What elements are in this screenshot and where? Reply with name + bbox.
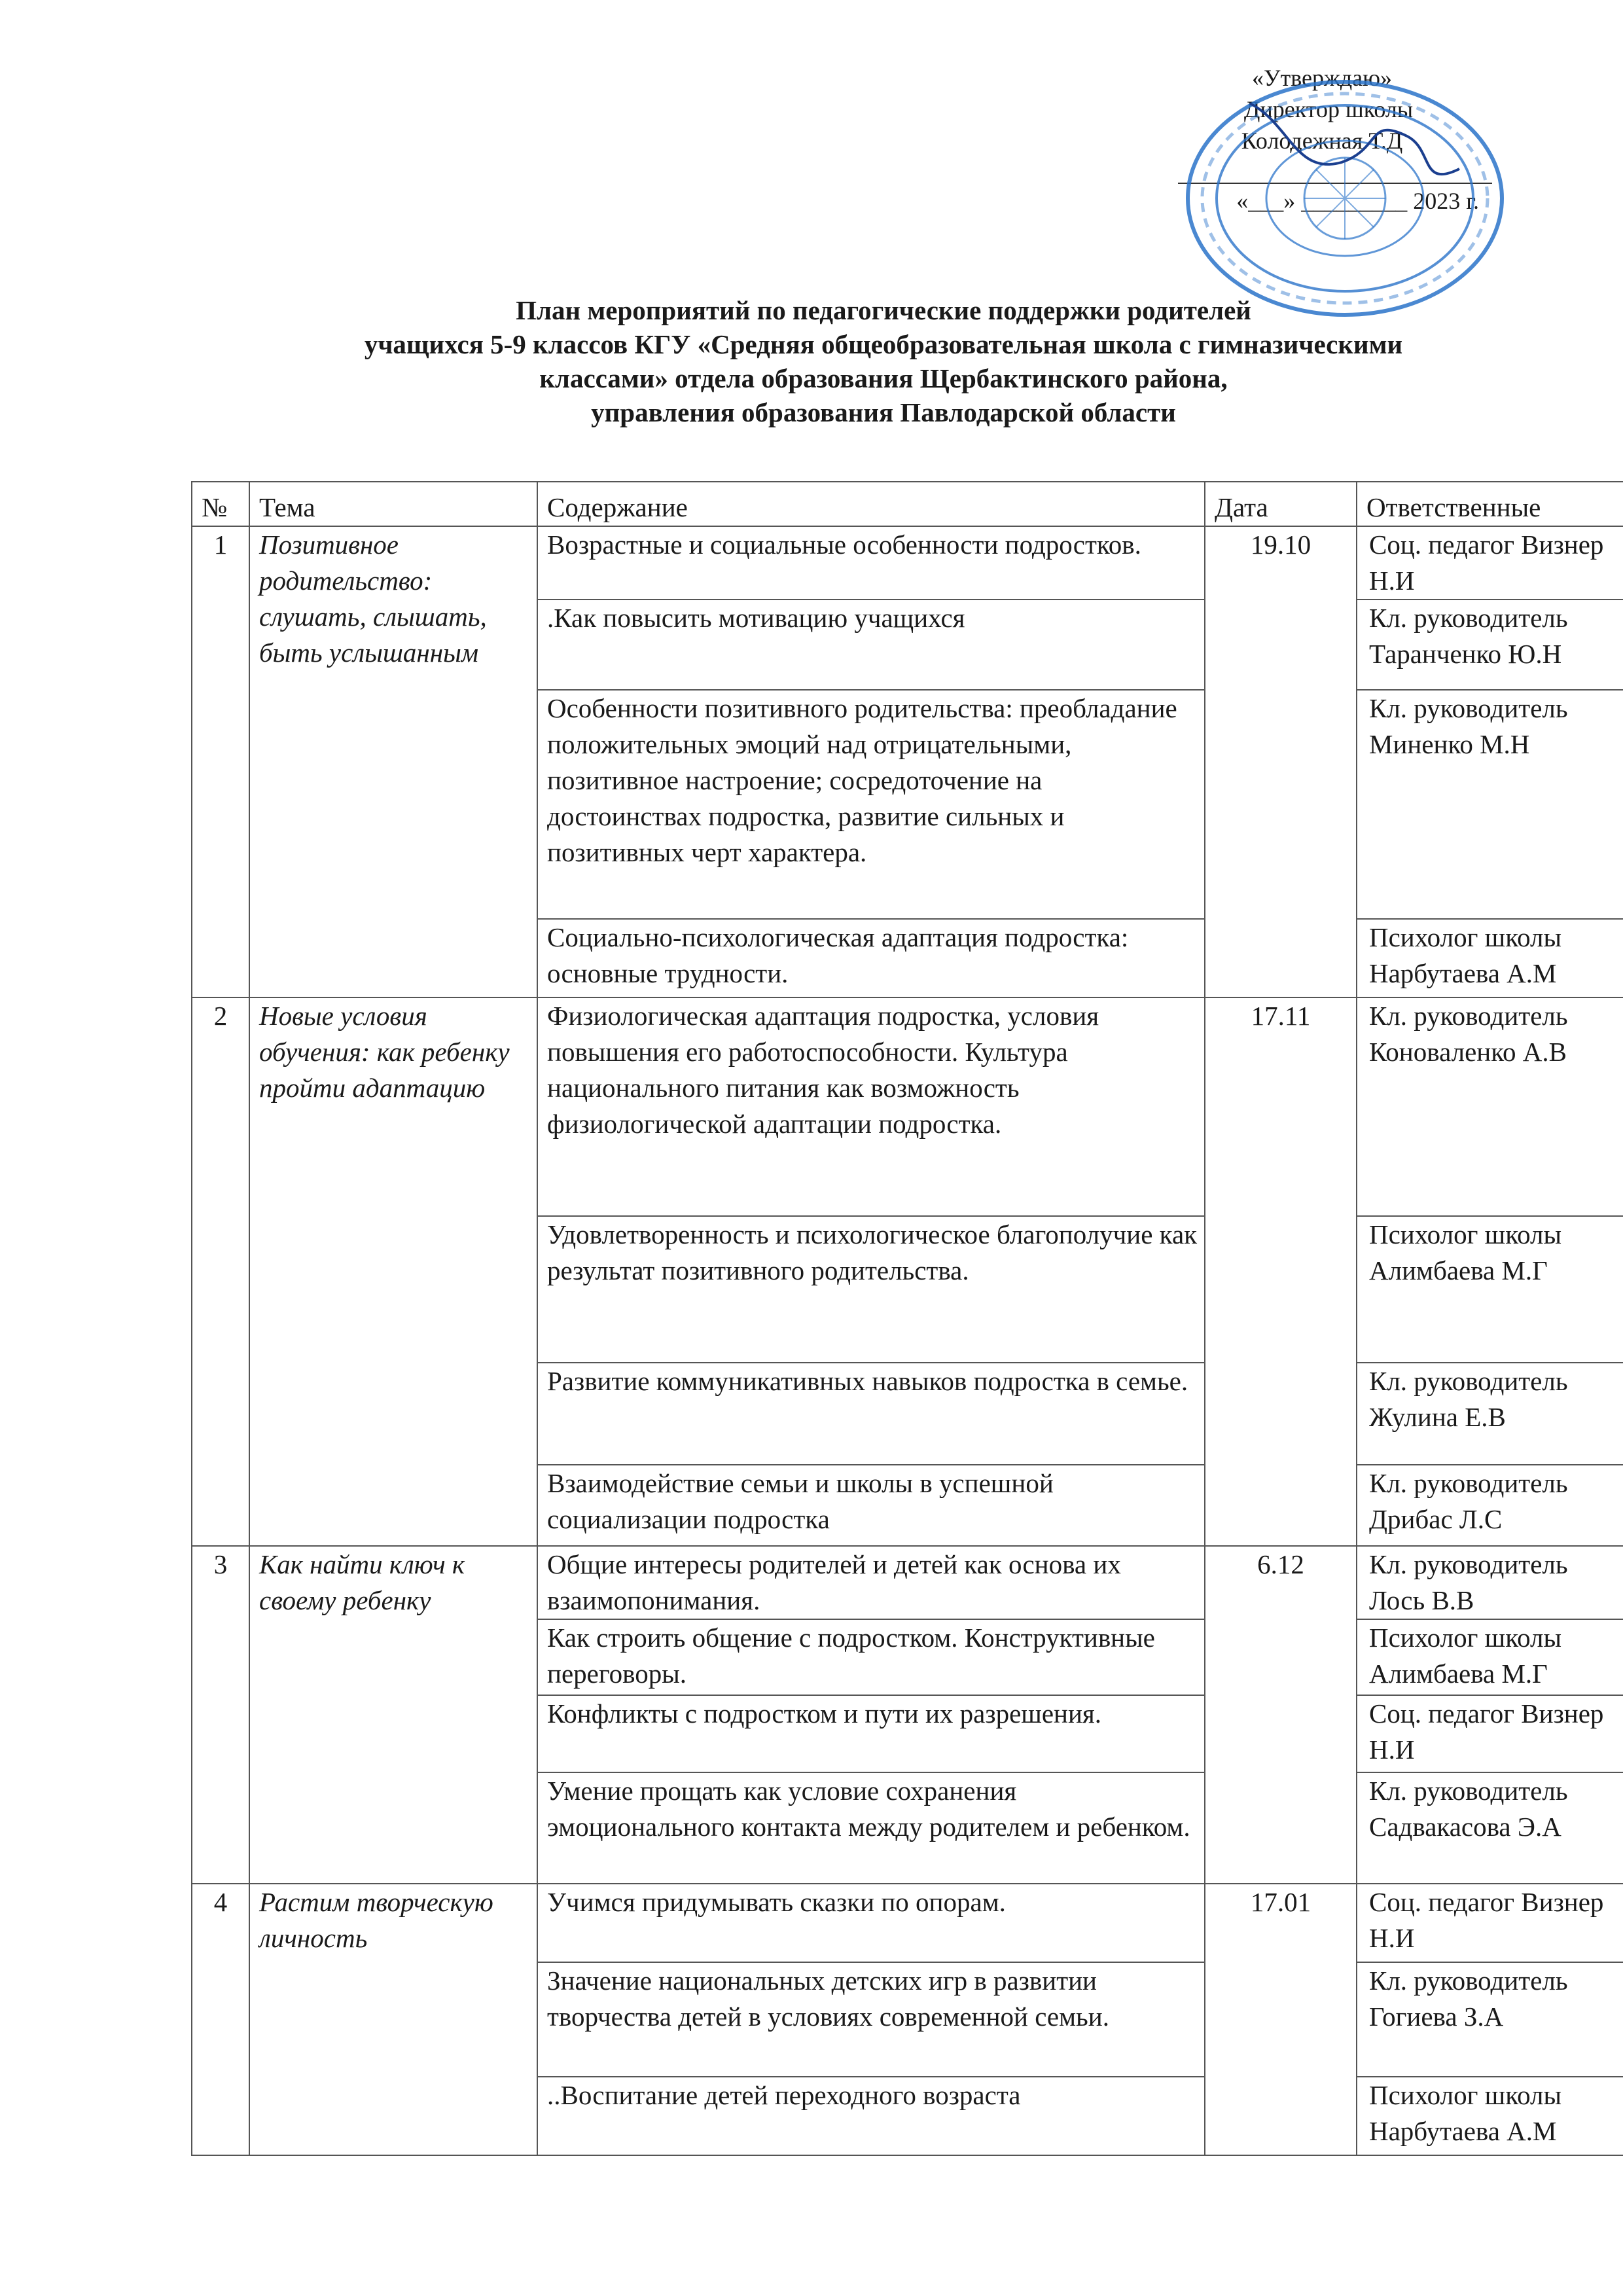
content-cell: Взаимодействие семьи и школы в успешной социализации подростка <box>537 1465 1205 1546</box>
content-cell: Значение национальных детских игр в развитии творчества детей в условиях современной семьи. <box>537 1962 1205 2077</box>
table-row <box>192 1884 1623 1962</box>
title-line-1: План мероприятий по педагогические поддержки родителей <box>516 295 1251 325</box>
content-cell: Учимся придумывать сказки по опорам. <box>537 1884 1205 1962</box>
header-date: Дата <box>1205 482 1357 526</box>
responsible-cell: Кл. руководитель Лось В.В <box>1357 1546 1623 1619</box>
document-title <box>196 293 1571 429</box>
responsible-cell: Психолог школы Алимбаева М.Г <box>1357 1216 1623 1363</box>
content-cell: ..Воспитание детей переходного возраста <box>537 2077 1205 2155</box>
block-number: 3 <box>192 1546 249 1884</box>
block-number: 4 <box>192 1884 249 2155</box>
content-cell: Особенности позитивного родительства: преобладание положительных эмоций над отрицательными, позитивное настроение; сосредоточение на достоинствах подростка, развитие сильных и позитивных черт характера. <box>537 690 1205 919</box>
table-header-row <box>192 482 1623 526</box>
stamp-seal <box>1188 82 1502 315</box>
responsible-cell: Соц. педагог Визнер Н.И <box>1357 1884 1623 1962</box>
content-cell: Как строить общение с подростком. Конструктивные переговоры. <box>537 1619 1205 1695</box>
header-topic: Тема <box>249 482 537 526</box>
block-topic: Позитивное родительство: слушать, слышать, быть услышанным <box>249 526 537 997</box>
block-topic: Новые условия обучения: как ребенку пройти адаптацию <box>249 997 537 1546</box>
block-topic: Растим творческую личность <box>249 1884 537 2155</box>
responsible-cell: Психолог школы Нарбутаева А.М <box>1357 2077 1623 2155</box>
title-line-4: управления образования Павлодарской области <box>591 397 1176 427</box>
responsible-cell: Соц. педагог Визнер Н.И <box>1357 526 1623 600</box>
plan-table <box>191 481 1623 2156</box>
responsible-cell: Кл. руководитель Садвакасова Э.А <box>1357 1772 1623 1884</box>
responsible-cell: Психолог школы Алимбаева М.Г <box>1357 1619 1623 1695</box>
responsible-cell: Кл. руководитель Гогиева З.А <box>1357 1962 1623 2077</box>
content-cell: Конфликты с подростком и пути их разрешения. <box>537 1695 1205 1772</box>
block-number: 1 <box>192 526 249 997</box>
header-content: Содержание <box>537 482 1205 526</box>
block-date: 6.12 <box>1205 1546 1357 1884</box>
block-date: 17.01 <box>1205 1884 1357 2155</box>
responsible-cell: Кл. руководитель Дрибас Л.С <box>1357 1465 1623 1546</box>
block-topic: Как найти ключ к своему ребенку <box>249 1546 537 1884</box>
approval-name: Колодежная Т.Д <box>1241 128 1403 154</box>
content-cell: Удовлетворенность и психологическое благополучие как результат позитивного родительства. <box>537 1216 1205 1363</box>
content-cell: Умение прощать как условие сохранения эмоционального контакта между родителем и ребенком. <box>537 1772 1205 1884</box>
title-line-3: классами» отдела образования Щербактинского района, <box>539 363 1228 393</box>
approval-position: Директор школы <box>1243 96 1414 122</box>
approval-date-line: «___» _________ 2023 г. <box>1178 183 1492 217</box>
approval-heading: «Утверждаю» <box>1251 65 1393 91</box>
header-responsible: Ответственные <box>1357 482 1623 526</box>
responsible-cell: Кл. руководитель Коноваленко А.В <box>1357 997 1623 1216</box>
header-number: № <box>192 482 249 526</box>
responsible-cell: Кл. руководитель Таранченко Ю.Н <box>1357 600 1623 690</box>
block-date: 19.10 <box>1205 526 1357 997</box>
content-cell: Развитие коммуникативных навыков подростка в семье. <box>537 1363 1205 1465</box>
content-cell: Возрастные и социальные особенности подростков. <box>537 526 1205 600</box>
table-row <box>192 1546 1623 1619</box>
content-cell: Общие интересы родителей и детей как основа их взаимопонимания. <box>537 1546 1205 1619</box>
block-date: 17.11 <box>1205 997 1357 1546</box>
table-row <box>192 526 1623 600</box>
block-number: 2 <box>192 997 249 1546</box>
content-cell: Социально-психологическая адаптация подростка: основные трудности. <box>537 919 1205 997</box>
table-row <box>192 997 1623 1216</box>
official-stamp <box>1171 77 1518 319</box>
content-cell: Физиологическая адаптация подростка, условия повышения его работоспособности. Культура национального питания как возможность физиологической адаптации подростка. <box>537 997 1205 1216</box>
responsible-cell: Кл. руководитель Жулина Е.В <box>1357 1363 1623 1465</box>
responsible-cell: Психолог школы Нарбутаева А.М <box>1357 919 1623 997</box>
title-line-2: учащихся 5-9 классов КГУ «Средняя общеобразовательная школа с гимназическими <box>364 329 1403 359</box>
responsible-cell: Кл. руководитель Миненко М.Н <box>1357 690 1623 919</box>
content-cell: .Как повысить мотивацию учащихся <box>537 600 1205 690</box>
responsible-cell: Соц. педагог Визнер Н.И <box>1357 1695 1623 1772</box>
